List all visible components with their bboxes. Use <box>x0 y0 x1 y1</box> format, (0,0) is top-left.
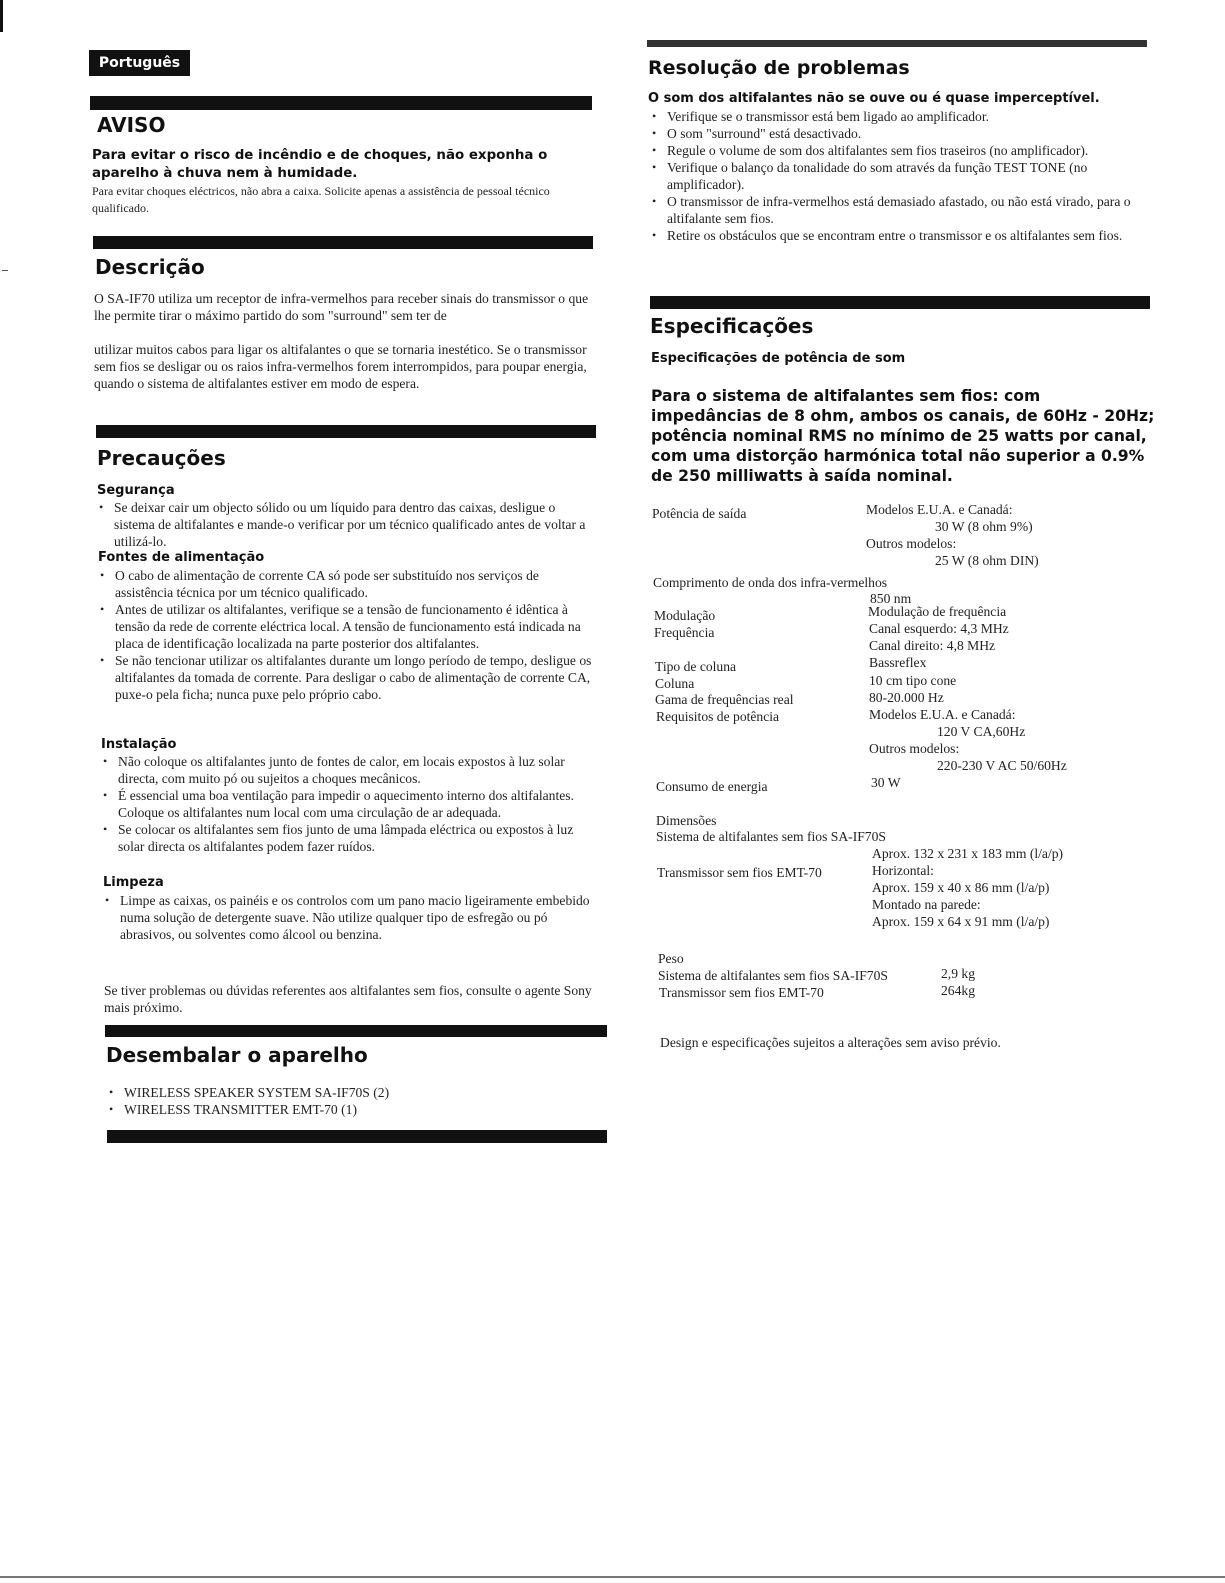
list-item: • Verifique o balanço da tonalidade do som através da função TEST TONE (no amplificador). <box>667 159 1150 193</box>
spec-label: Transmissor sem fios EMT-70 <box>657 865 822 880</box>
precaucoes-seguranca-list <box>97 499 597 550</box>
section-rule <box>650 296 1150 309</box>
list-item: • Se colocar os altifalantes sem fios junto de uma lâmpada eléctrica ou expostos à luz solar directa os altifalantes podem fazer ruídos. <box>118 821 598 855</box>
list-item: • Se deixar cair um objecto sólido ou um líquido para dentro das caixas, desligue o sistema de altifalantes e mande-o verificar por um técnico qualificado antes de voltar a utilizá-lo. <box>114 499 597 550</box>
section-rule <box>90 96 592 110</box>
section-title-desembalar: Desembalar o aparelho <box>106 1043 368 1067</box>
spec-label: Gama de frequências real <box>655 692 794 707</box>
spec-label: Sistema de altifalantes sem fios SA-IF70S <box>656 829 886 844</box>
spec-label: Requisitos de potência <box>656 709 780 724</box>
resolucao-heading: O som dos altifalantes não se ouve ou é quase imperceptível. <box>648 91 1100 106</box>
spec-label: Peso <box>658 951 684 966</box>
spec-value: 2,9 kg <box>941 966 975 981</box>
spec-label: Frequência <box>654 625 715 640</box>
section-title-resolucao: Resolução de problemas <box>648 57 910 79</box>
spec-value: Outros modelos: <box>869 741 960 756</box>
precaucoes-instalacao-list <box>101 753 598 855</box>
especificacoes-subtitle: Especificações de potência de som <box>651 351 906 366</box>
spec-label: Dimensões <box>656 813 717 828</box>
section-title-especificacoes: Especificações <box>650 314 814 338</box>
spec-label: Potência de saída <box>652 506 747 521</box>
spec-label: Transmissor sem fios EMT-70 <box>659 985 824 1000</box>
list-item: • Se não tencionar utilizar os altifalantes durante um longo período de tempo, desligue os altifalantes da tomada de corrente. Para desligar o cabo de alimentação de corrente CA, puxe-o pela ficha; nunca puxe pelo próprio cabo. <box>115 652 596 703</box>
spec-value: Aprox. 132 x 231 x 183 mm (l/a/p) <box>872 846 1064 861</box>
spec-value: 30 W (8 ohm 9%) <box>935 519 1033 534</box>
spec-value: Canal direito: 4,8 MHz <box>869 638 996 653</box>
list-item: • O cabo de alimentação de corrente CA só pode ser substituído nos serviços de assistência técnica por um técnico qualificado. <box>115 567 596 601</box>
section-rule <box>96 425 596 438</box>
section-rule <box>105 1025 607 1037</box>
scan-edge-mark <box>2 270 8 271</box>
section-rule <box>107 1130 607 1143</box>
spec-value: Horizontal: <box>872 863 934 878</box>
especificacoes-footer: Design e especificações sujeitos a alterações sem aviso prévio. <box>660 1035 1001 1050</box>
descricao-paragraph-2: utilizar muitos cabos para ligar os altifalantes o que se tornaria inestético. Se o transmissor sem fios se desligar ou os raios infra-vermelhos forem interrompidos, para poupar energia, quando o sistema de altifalantes estiver em modo de espera. <box>94 342 587 391</box>
precaucoes-instalacao-heading: Instalação <box>101 737 177 752</box>
spec-value: Modelos E.U.A. e Canadá: <box>869 707 1016 722</box>
spec-value: Modelos E.U.A. e Canadá: <box>866 502 1013 517</box>
spec-value: Aprox. 159 x 64 x 91 mm (l/a/p) <box>872 914 1050 929</box>
section-title-precaucoes: Precauções <box>97 446 226 470</box>
language-tag: Português <box>89 50 190 76</box>
precaucoes-limpeza-heading: Limpeza <box>103 875 164 890</box>
spec-value: 25 W (8 ohm DIN) <box>935 553 1039 568</box>
list-item: • Não coloque os altifalantes junto de fontes de calor, em locais expostos à luz solar directa, com muito pó ou sujeitos a choques mecânicos. <box>118 753 598 787</box>
spec-value: Outros modelos: <box>866 536 957 551</box>
spec-value: Canal esquerdo: 4,3 MHz <box>869 621 1009 636</box>
spec-value: 80-20.000 Hz <box>869 690 944 705</box>
aviso-warning: Para evitar o risco de incêndio e de choques, não exponha o aparelho à chuva nem à humidade. <box>92 148 548 181</box>
scan-edge-line <box>0 1576 1225 1578</box>
spec-value: Aprox. 159 x 40 x 86 mm (l/a/p) <box>872 880 1050 895</box>
resolucao-list <box>650 108 1150 244</box>
spec-value: 10 cm tipo cone <box>869 673 957 688</box>
list-item: • Verifique se o transmissor está bem ligado ao amplificador. <box>667 108 1150 125</box>
spec-value: 220-230 V AC 50/60Hz <box>937 758 1067 773</box>
precaucoes-fontes-heading: Fontes de alimentação <box>98 550 265 565</box>
spec-label: Modulação <box>654 608 716 623</box>
list-item: • Regule o volume de som dos altifalantes sem fios traseiros (no amplificador). <box>667 142 1150 159</box>
precaucoes-closing-text: Se tiver problemas ou dúvidas referentes aos altifalantes sem fios, consulte o agente Sony mais próximo. <box>104 983 592 1015</box>
spec-label: Consumo de energia <box>656 779 768 794</box>
aviso-text: Para evitar choques eléctricos, não abra a caixa. Solicite apenas a assistência de pessoal técnico qualificado. <box>92 184 550 215</box>
section-rule <box>647 40 1147 47</box>
scan-edge-mark <box>0 0 3 32</box>
section-rule <box>93 236 593 249</box>
spec-value: 120 V CA,60Hz <box>937 724 1026 739</box>
section-title-aviso: AVISO <box>97 113 166 137</box>
spec-value: Modulação de frequência <box>868 604 1007 619</box>
desembalar-list <box>107 1084 602 1118</box>
spec-value: 264kg <box>941 983 975 998</box>
section-title-descricao: Descrição <box>95 255 205 279</box>
precaucoes-fontes-list <box>98 567 596 703</box>
spec-value: Bassreflex <box>869 655 927 670</box>
list-item: • WIRELESS SPEAKER SYSTEM SA-IF70S (2) <box>124 1084 602 1101</box>
list-item: • É essencial uma boa ventilação para impedir o aquecimento interno dos altifalantes. Coloque os altifalantes num local com uma circulação de ar adequada. <box>118 787 598 821</box>
spec-value: 850 nm <box>870 591 912 606</box>
especificacoes-rating: Para o sistema de altifalantes sem fios: com impedâncias de 8 ohm, ambos os canais, de 60Hz - 20Hz; potência nominal RMS no mínimo de 25 watts por canal, com uma distorção harmónica total não superior a 0.9% de 250 milliwatts à saída nominal. <box>651 387 1155 485</box>
descricao-paragraph-1: O SA-IF70 utiliza um receptor de infra-vermelhos para receber sinais do transmissor o que lhe permite tirar o máximo partido do som "surround" sem ter de <box>94 291 589 323</box>
spec-label: Comprimento de onda dos infra-vermelhos <box>653 575 888 590</box>
spec-label: Sistema de altifalantes sem fios SA-IF70S <box>658 968 888 983</box>
list-item: • Retire os obstáculos que se encontram entre o transmissor e os altifalantes sem fios. <box>667 227 1150 244</box>
list-item: • Antes de utilizar os altifalantes, verifique se a tensão de funcionamento é idêntica à tensão da rede de corrente eléctrica local. A tensão de funcionamento está indicada na placa de identificação localizada na parte posterior dos altifalantes. <box>115 601 596 652</box>
spec-value: 30 W <box>871 775 901 790</box>
list-item: • Limpe as caixas, os painéis e os controlos com um pano macio ligeiramente embebido numa solução de detergente suave. Não utilize qualquer tipo de esfregão ou pó abrasivos, ou solventes como álcool ou benzina. <box>120 892 598 943</box>
spec-value: Montado na parede: <box>872 897 981 912</box>
spec-label: Tipo de coluna <box>655 659 737 674</box>
list-item: • O som "surround" está desactivado. <box>667 125 1150 142</box>
list-item: • O transmissor de infra-vermelhos está demasiado afastado, ou não está virado, para o altifalante sem fios. <box>667 193 1150 227</box>
precaucoes-seguranca-heading: Segurança <box>97 483 175 498</box>
spec-label: Coluna <box>655 676 695 691</box>
precaucoes-limpeza-list <box>103 892 598 943</box>
list-item: • WIRELESS TRANSMITTER EMT-70 (1) <box>124 1101 602 1118</box>
